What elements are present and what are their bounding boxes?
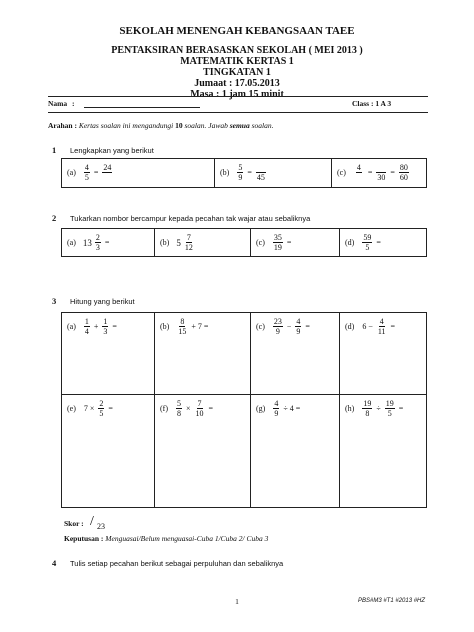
q2-d-content: (d) $\frac{59}{5}$ = [345,233,381,252]
instruction-count: 10 [175,121,183,130]
q2-b-fraction: $\frac{7}{12}$ [184,233,193,252]
q2-a-content: (a) 13 $\frac{2}{3}$ = [67,233,110,252]
divider-bottom [48,112,428,113]
q1-c-label: (c) [337,168,346,177]
q3-g-content: (g) $\frac{4}{9}$ ÷ 4 = [256,399,301,418]
class-label: Class : 1 A 3 [352,99,392,108]
q3-cell-g[interactable] [251,395,340,508]
score-total: 23 [97,522,105,531]
q2-a-label: (a) [67,238,76,247]
q1-table [61,158,427,188]
q2-c-content: (c) $\frac{35}{19}$ = [256,233,292,252]
name-colon: : [72,99,75,108]
q2-c-fraction: $\frac{35}{19}$ [273,233,282,252]
instruction-text-b: soalan [184,121,205,130]
q3-cell-b[interactable] [155,313,251,395]
page-number: 1 [235,597,239,606]
form-title: TINGKATAN 1 [203,67,271,78]
exam-duration: Masa : 1 jam 15 minit [190,89,284,100]
q3-cell-c[interactable] [251,313,340,395]
q3-g-label: (g) [256,404,266,413]
q2-prompt: Tukarkan nombor bercampur kepada pecahan tak wajar atau sebaliknya [70,214,311,223]
decision-text: Menguasai/Belum menguasai-Cuba 1/Cuba 2/ Cuba 3 [105,534,269,543]
name-label: Nama [48,99,68,108]
instruction-emph: semua [229,121,250,130]
q3-prompt: Hitung yang berikut [70,297,135,306]
q1-number: 1 [52,145,57,155]
q2-number: 2 [52,213,57,223]
q3-e-label: (e) [67,404,76,413]
q3-cell-f[interactable] [155,395,251,508]
decision-label: Keputusan : [64,534,104,543]
q2-b-whole: 5 [176,237,181,248]
q1-c-content: (c) 4 = 30 = $\frac{80}{60}$ [337,163,408,182]
q3-cell-d[interactable] [340,313,427,395]
q4-prompt: Tulis setiap pecahan berikut sebagai perpuluhan dan sebaliknya [70,559,284,568]
q2-a-whole: 13 [82,237,92,248]
divider-top [48,96,428,97]
q3-c-content: (c) $\frac{23}{9}$ − $\frac{4}{9}$ = [256,317,310,336]
assessment-title: PENTAKSIRAN BERASASKAN SEKOLAH ( MEI 2013 ) [111,45,363,56]
q2-c-label: (c) [256,238,265,247]
q2-table [61,228,427,257]
q2-d-fraction: $\frac{59}{5}$ [363,233,372,252]
q1-cell-c[interactable] [332,159,427,188]
q3-b-label: (b) [160,322,170,331]
q1-a-fraction-right: 24 [103,163,112,172]
q1-b-fraction-right: 45 [256,163,266,182]
q3-e-content: (e) 7 × $\frac{2}{5}$ = [67,399,113,418]
q2-cell-b[interactable] [155,229,251,257]
footer-code: PBS#M3 #T1 #2013 #HZ [358,598,426,604]
decision-line [64,534,268,543]
q2-b-label: (b) [160,238,170,247]
q3-a-label: (a) [67,322,76,331]
q2-cell-d[interactable] [340,229,427,257]
score-label: Skor : [64,519,84,528]
instruction-text-a: Kertas soalan ini mengandungi [78,121,174,130]
q3-number: 3 [52,296,57,306]
exam-date: Jumaat : 17.05.2013 [194,78,280,89]
q1-cell-b[interactable] [215,159,332,188]
q3-d-label: (d) [345,322,355,331]
q1-prompt: Lengkapkan yang berikut [70,146,154,155]
name-field[interactable] [84,107,200,108]
subject-title: MATEMATIK KERTAS 1 [180,56,294,67]
q1-c-fraction-3: $\frac{80}{60}$ [399,163,408,182]
q3-cell-a[interactable] [62,313,155,395]
q1-b-label: (b) [220,168,230,177]
q1-a-content: (a) $\frac{4}{5}$ = 24 [67,163,112,182]
q3-table [61,312,427,508]
q3-f-label: (f) [160,404,168,413]
q3-h-label: (h) [345,404,355,413]
instruction-text-d: soalan. [251,121,274,130]
q1-c-fraction-1: 4 [356,163,361,172]
q1-c-fraction-2: 30 [376,163,386,182]
q3-f-content: (f) $\frac{5}{8}$ × $\frac{7}{10}$ = [160,399,214,418]
q1-b-fraction-left: $\frac{5}{9}$ [238,163,243,182]
q2-cell-c[interactable] [251,229,340,257]
q3-c-label: (c) [256,322,265,331]
q3-cell-h[interactable] [340,395,427,508]
q1-b-content: (b) $\frac{5}{9}$ = 45 [220,163,265,182]
school-name: SEKOLAH MENENGAH KEBANGSAAN TAEE [119,25,355,37]
q3-cell-e[interactable] [62,395,155,508]
q2-cell-a[interactable] [62,229,155,257]
q3-a-content: (a) $\frac{1}{4}$ + $\frac{1}{3}$ = [67,317,117,336]
q2-b-content [155,229,250,252]
q3-b-content: (b) $\frac{8}{15}$ + 7 = [160,317,209,336]
q2-a-fraction: $\frac{2}{3}$ [95,233,100,252]
q4-number: 4 [52,558,57,568]
q1-a-label: (a) [67,168,76,177]
q1-a-fraction-left: $\frac{4}{5}$ [84,163,89,182]
q1-cell-a[interactable] [62,159,215,188]
q3-h-content: (h) $\frac{19}{8}$ ÷ $\frac{19}{5}$ = [345,399,404,418]
instruction-line [48,121,274,130]
score-slash: / [90,514,94,529]
q2-d-label: (d) [345,238,355,247]
instruction-label: Arahan : [48,121,77,130]
q3-d-content: (d) 6 − $\frac{4}{11}$ = [345,317,396,336]
instruction-text-c: . Jawab [204,121,228,130]
